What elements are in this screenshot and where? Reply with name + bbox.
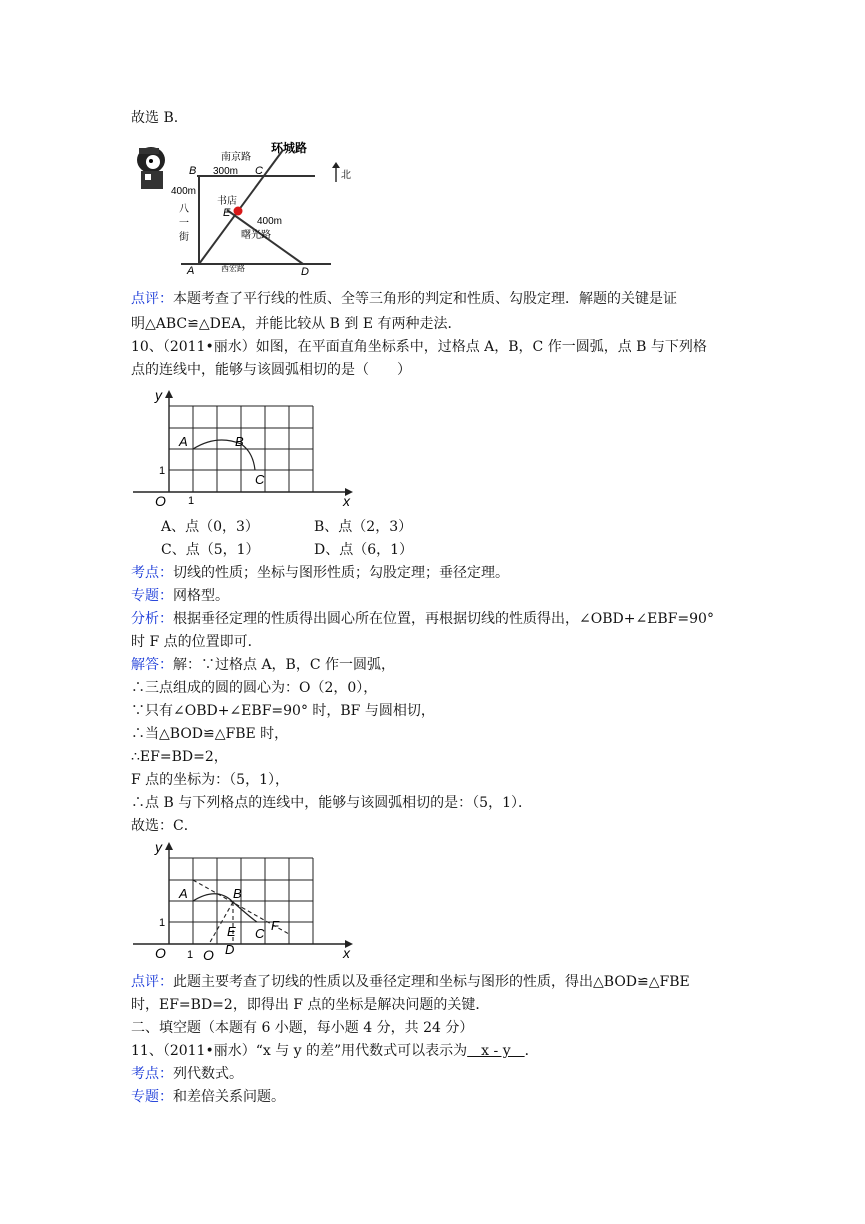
grid2-point-f: F bbox=[271, 918, 279, 933]
grid2-one-y: 1 bbox=[159, 917, 166, 929]
q10-line1: 10、（2011•丽水）如图，在平面直角坐标系中，过格点 A，B，C 作一圆弧，点 B 与下列格 bbox=[131, 339, 707, 355]
map-nanjing-label: 南京路 bbox=[221, 152, 251, 163]
jieda-line1: 解答：解：∵过格点 A，B，C 作一圆弧， bbox=[131, 657, 396, 673]
grid2-point-c: C bbox=[255, 926, 265, 941]
fenxi-line1: 分析：根据垂径定理的性质得出圆心所在位置，再根据切线的性质得出，∠OBD+∠EBF=90° bbox=[131, 611, 714, 627]
comment1-line1: 点评：本题考查了平行线的性质、全等三角形的判定和性质、勾股定理．解题的关键是证 bbox=[131, 291, 677, 307]
grid1-point-b: B bbox=[235, 434, 244, 449]
map-huancheng-label: 环城路 bbox=[271, 141, 308, 155]
map-north-label: 北 bbox=[341, 170, 351, 181]
map-figure bbox=[131, 138, 351, 278]
arc-abc bbox=[193, 440, 255, 470]
map-point-e: E bbox=[223, 207, 231, 219]
map-dist-400b: 400m bbox=[257, 216, 283, 227]
jieda-line8: 故选：C． bbox=[131, 818, 198, 834]
kaodian-line: 考点：切线的性质；坐标与图形性质；勾股定理；垂径定理。 bbox=[131, 565, 509, 581]
section2-title: 二、填空题（本题有 6 小题，每小题 4 分，共 24 分） bbox=[131, 1020, 474, 1036]
map-bookstore-label: 书店 bbox=[217, 196, 237, 207]
grid2-center-o: O bbox=[203, 947, 214, 963]
map-dist-300: 300m bbox=[213, 166, 239, 177]
jieda-line6: F 点的坐标为：（5，1）， bbox=[131, 772, 289, 788]
zhuanti-line: 专题：网格型。 bbox=[131, 588, 229, 604]
grid2-origin: O bbox=[155, 945, 166, 961]
grid2-y-label: y bbox=[155, 839, 162, 855]
bookstore-marker bbox=[234, 207, 243, 216]
comment2-line2: 时，EF=BD=2，即得出 F 点的坐标是解决问题的关键． bbox=[131, 997, 490, 1013]
grid1-point-a: A bbox=[179, 434, 188, 449]
grid1-one-y: 1 bbox=[159, 465, 166, 477]
grid1-x-label: x bbox=[343, 493, 350, 509]
jieda-line2: ∴三点组成的圆的圆心为：O（2，0）， bbox=[131, 680, 378, 696]
grid2-point-a: A bbox=[179, 886, 188, 901]
conclusion-text: 故选 B. bbox=[131, 110, 179, 126]
person-icon bbox=[137, 147, 165, 189]
option-a: A、点（0，3） bbox=[161, 519, 259, 535]
map-xidong-label: 西宏路 bbox=[221, 264, 245, 273]
comment1-line2: 明△ABC≌△DEA，并能比较从 B 到 E 有两种走法． bbox=[131, 316, 462, 332]
option-d: D、点（6，1） bbox=[314, 542, 414, 558]
jieda-line7: ∴点 B 与下列格点的连线中，能够与该圆弧相切的是：（5，1）． bbox=[131, 795, 533, 811]
jieda-line3: ∵只有∠OBD+∠EBF=90° 时，BF 与圆相切， bbox=[131, 703, 435, 719]
jieda-line5: ∴EF=BD=2， bbox=[131, 749, 228, 765]
grid-figure-1 bbox=[127, 388, 357, 516]
comment2-line1: 点评：此题主要考查了切线的性质以及垂径定理和坐标与图形的性质，得出△BOD≌△FBE bbox=[131, 974, 690, 990]
q10-line2: 点的连线中，能够与该圆弧相切的是（ ） bbox=[131, 362, 411, 378]
grid-figure-2 bbox=[127, 838, 357, 968]
grid2-one-x: 1 bbox=[187, 949, 194, 961]
grid1-one-x: 1 bbox=[188, 495, 195, 507]
map-point-d: D bbox=[301, 266, 309, 278]
kaodian2-line: 考点：列代数式。 bbox=[131, 1066, 243, 1082]
grid1-origin: O bbox=[155, 493, 166, 509]
grid2-point-d: D bbox=[225, 942, 235, 957]
jieda-line4: ∴当△BOD≌△FBE 时， bbox=[131, 726, 289, 742]
map-point-c: C bbox=[255, 165, 263, 177]
grid2-x-label: x bbox=[343, 945, 350, 961]
comment1-tag: 点评： bbox=[131, 291, 173, 307]
grid2-point-b: B bbox=[233, 886, 242, 901]
option-b: B、点（2，3） bbox=[314, 519, 413, 535]
map-bajie-label: 八一街 bbox=[179, 204, 189, 243]
map-shuguang-label: 曙光路 bbox=[241, 230, 271, 241]
grid1-point-c: C bbox=[255, 472, 265, 487]
q11-line: 11、（2011•丽水）“x 与 y 的差”用代数式可以表示为 x - y ． bbox=[131, 1043, 539, 1059]
option-c: C、点（5，1） bbox=[161, 542, 260, 558]
fenxi-line2: 时 F 点的位置即可． bbox=[131, 634, 262, 650]
grid2-point-e: E bbox=[227, 924, 236, 939]
map-point-a: A bbox=[187, 265, 195, 277]
grid1-y-label: y bbox=[155, 387, 162, 403]
map-point-b: B bbox=[189, 165, 197, 177]
q11-answer: x - y bbox=[467, 1043, 525, 1059]
zhuanti2-line: 专题：和差倍关系问题。 bbox=[131, 1089, 285, 1105]
map-dist-400a: 400m bbox=[171, 186, 197, 197]
